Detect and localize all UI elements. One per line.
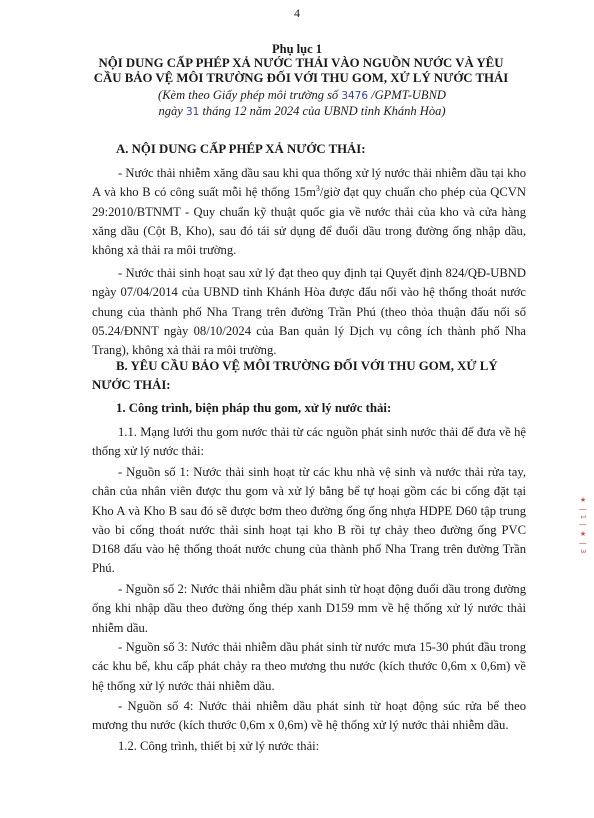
source-2-paragraph: - Nguồn số 2: Nước thải nhiễm dầu phát sinh từ hoạt động đuổi dầu trong đường ống khi nhập dầu theo đường ống thép xanh D159 mm về hệ thống xử lý nước thải nhiễm dầu. [92, 582, 526, 635]
para1-superscript: 3 [315, 184, 320, 194]
para1-text-start: - Nước thải nhiễm xăng dầu sau khi qua thống xử lý nước thải nhiễm dầu tại kho A và kho B có công suất mỗi hệ thống 15m [92, 166, 526, 200]
source-1-paragraph: - Nguồn số 1: Nước thải sinh hoạt từ các khu nhà vệ sinh và nước thải rửa tay, chân của nhân viên được thu gom và xử lý bằng bể tự hoại gồm các bi cống đặt tại Kho A và Kho B sau đó sẽ được bơm theo đường ống ống nhựa HDPE D60 tập trung vào bi cống thoát nước thải sinh hoạt tại kho B rồi tự chảy theo đường ống PVC D168 đấu vào hệ thống thoát nước chung của thành phố Nha Trang trên đường Trần Phú. [92, 465, 526, 576]
section-a-paragraph-2: - Nước thải sinh hoạt sau xử lý đạt theo quy định tại Quyết định 824/QĐ-UBND ngày 07/04/2014 của UBND tỉnh Khánh Hòa được đấu nối vào hệ thống thoát nước chung của thành phố Nha Trang trên đường Trần Phú (theo thỏa thuận đấu nối số 05.24/ĐNNT ngày 08/10/2024 của Ban quản lý Dịch vụ công ích thành phố Nha Trang), không xả thải ra môi trường. [92, 266, 526, 358]
section-a-paragraph-1 [92, 164, 526, 260]
subtitle-prefix: (Kèm theo Giấy phép môi trường số [158, 88, 339, 102]
subsection-1-2: 1.2. Công trình, thiết bị xử lý nước thải: [118, 739, 320, 753]
subtitle-date-prefix: ngày [158, 104, 183, 118]
subtitle-suffix: /GPMT-UBND [371, 88, 446, 102]
subsection-1-heading: 1. Công trình, biện pháp thu gom, xử lý nước thải: [116, 401, 392, 415]
para1-text-end: /giờ đạt quy chuẩn cho phép của QCVN 29:2010/BTNMT - Quy chuẩn kỹ thuật quốc gia về nước thải của kho và cửa hàng xăng dầu (Cột B, Kho), sau đó tái sử dụng để đuổi dầu trong đường ống nhập dầu, không xả thải ra môi trường. [92, 185, 526, 258]
margin-seal-stamp [579, 496, 593, 606]
seal-stamp-text: ★ | 1 | ★ | 3 [579, 496, 587, 555]
page-number: 4 [294, 6, 300, 20]
section-b-heading: B. YÊU CẦU BẢO VỆ MÔI TRƯỜNG ĐỐI VỚI THU GOM, XỬ LÝ NƯỚC THẢI: [92, 359, 498, 392]
section-a-heading: A. NỘI DUNG CẤP PHÉP XẢ NƯỚC THẢI: [116, 142, 366, 156]
document-subtitle [112, 88, 492, 120]
handwritten-permit-number: 3476 [341, 90, 369, 102]
subsection-1-1: 1.1. Mạng lưới thu gom nước thải từ các nguồn phát sinh nước thải để đưa về hệ thống xử lý nước thải: [92, 425, 526, 459]
source-3-paragraph: - Nguồn số 3: Nước thải nhiễm dầu phát sinh từ nước mưa 15-30 phút đầu trong các khu bể, khu cấp phát chảy ra theo mương thu nước (kích thước 0,6m x 0,6m) về hệ thống xử lý nước thải nhiễm dầu. [92, 640, 526, 693]
document-title: NỘI DUNG CẤP PHÉP XẢ NƯỚC THẢI VÀO NGUỒN NƯỚC VÀ YÊU CẦU BẢO VỆ MÔI TRƯỜNG ĐỐI VỚI THU GOM, XỬ LÝ NƯỚC THẢI [93, 56, 509, 85]
source-4-paragraph: - Nguồn số 4: Nước thải nhiễm dầu phát sinh từ hoạt động súc rửa bể theo mương thu nước (kích thước 0,6m x 0,6m) về hệ thống xử lý nước thải nhiễm dầu. [92, 699, 526, 733]
handwritten-day: 31 [185, 106, 200, 118]
annex-label: Phụ lục 1 [271, 42, 322, 56]
subtitle-date-suffix: tháng 12 năm 2024 của UBND tỉnh Khánh Hòa) [202, 104, 446, 118]
